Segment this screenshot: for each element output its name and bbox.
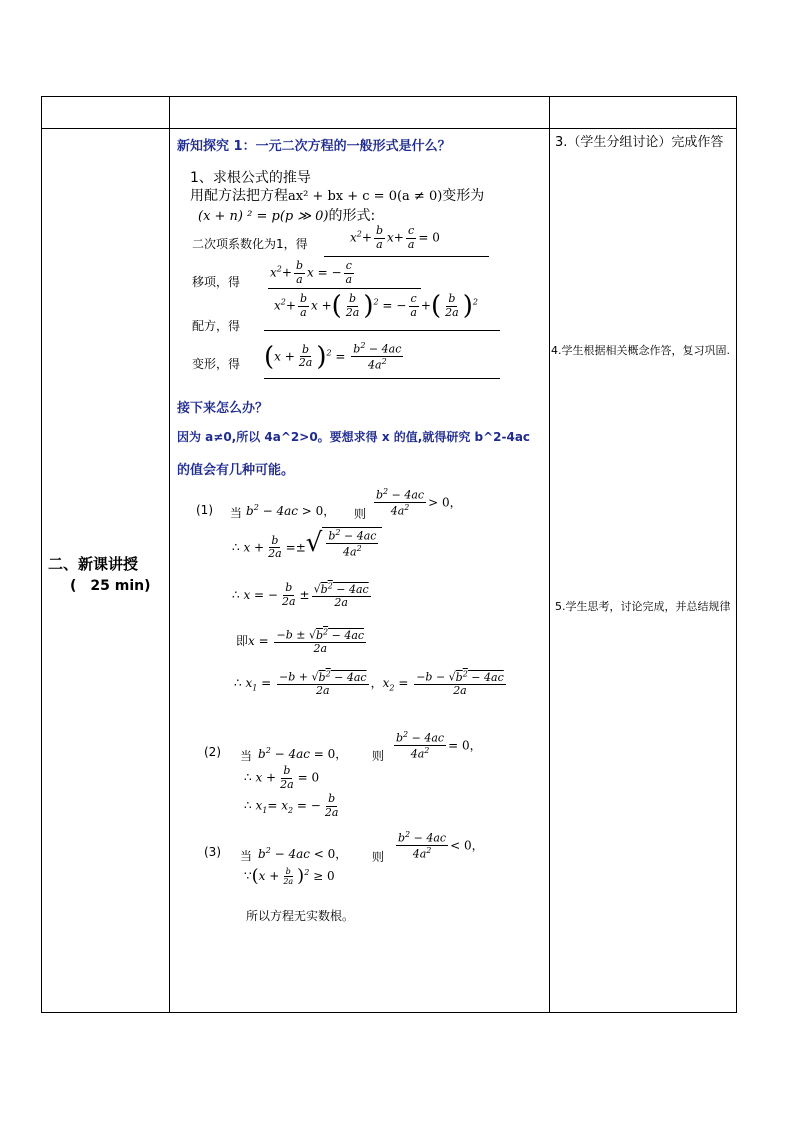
case1-roots: ∴ $x_1$ = $\frac{-b + √b^2 - 4ac}{2a}$ ，$x_2$ = $\frac{-b - √b^2 - 4ac}{2a}$ [234,669,504,698]
reason-line-1: 因为 a≠0,所以 4a^2>0。要想求得 x 的值,就得研究 b^2-4ac [177,430,531,444]
intro-line-1 [190,185,484,205]
case2-roots: ∴ $x_1= x_2$ = − $\frac{b}{2a}$ [244,792,339,819]
header-row-divider [42,128,736,129]
lesson-table [41,96,737,1013]
note-3: 3.（学生分组讨论）完成作答 [555,135,724,150]
case2-when: 当 [240,749,253,763]
intro-prefix: 用配方法把方程 [190,188,288,204]
case1-step-c: 即x = $\frac{-b \pm √b^2 - 4ac}{2a}$ [236,627,365,656]
case1-step-b: ∴ x = − $\frac{b}{2a}$ ± $\frac{√b^2 - 4ac}{2a}$ [232,581,369,610]
step1-underline [324,256,489,257]
case1-step-a: ∴ x + $\frac{b}{2a}$ =± √ $\frac{b^2 - 4ac}{4a^2}$ [232,527,382,561]
case3-then: 则 [372,850,385,864]
intro-suffix: 变形为 [442,188,485,204]
step2-underline [268,288,421,289]
step2-label: 移项，得 [192,275,241,289]
case1-condition: $b^2 - 4ac > 0$， [246,503,336,518]
case1-then: 则 [354,507,367,521]
case3-then-expr: $\frac{b^2 - 4ac}{4a^2}$ < 0， [398,830,484,861]
case3-conclusion: 所以方程无实数根。 [246,909,355,923]
case1-num: (1) [196,503,213,517]
intro-line-2 [198,205,375,225]
step1-label: 二次项系数化为1，得 [192,237,308,251]
step4-equation: (x + $\frac{b}{2a}$ )$^2$ = $\frac{b^2 - 4ac}{4a^2}$ [264,341,402,372]
step3-underline [264,330,500,331]
note-5: 5.学生思考，讨论完成，并总结规律 [555,600,731,613]
column-divider-1 [169,97,170,1012]
section-duration: ( 25 min) [70,578,151,594]
step4-underline [264,378,500,379]
case1-when: 当 [230,506,243,520]
note-4: 4.学生根据相关概念作答，复习巩固. [551,344,730,357]
step3-label: 配方，得 [192,319,241,333]
column-divider-2 [549,97,550,1012]
case2-condition: $b^2 - 4ac = 0$， [258,746,348,761]
case2-step-a: ∴ x + $\frac{b}{2a}$ = 0 [244,764,320,791]
intro-equation: ax² + bx + c = 0(a ≠ 0) [288,189,443,204]
section-title: 二、新课讲授 [48,555,139,573]
step1-equation: $x^2+$ $\frac{b}{a}$ x+ $\frac{c}{a}$ = 0 [350,224,440,251]
case3-condition: $b^2 - 4ac < 0$， [258,846,348,861]
reason-line-2: 的值会有几种可能。 [177,463,295,478]
case1-then-expr: $\frac{b^2 - 4ac}{4a^2}$ > 0， [376,487,462,518]
case1-ji: 即 [236,633,249,648]
question-text: 接下来怎么办？ [177,401,269,416]
sub-heading: 1、求根公式的推导 [190,170,311,186]
case3-when: 当 [240,849,253,863]
main-heading: 新知探究 1：一元二次方程的一般形式是什么？ [177,139,451,154]
step2-equation: $x^2+$ $\frac{b}{a}$ x = − $\frac{c}{a}$ [270,259,353,286]
step3-equation: $x^2+$ $\frac{b}{a}$ x +( $\frac{b}{2a}$ )$^2$ = − $\frac{c}{a}$ +( $\frac{b}{2a}$ )$^2$ [274,291,478,322]
case3-num: (3) [204,845,221,859]
case2-then-expr: $\frac{b^2 - 4ac}{4a^2}$ = 0， [396,730,482,761]
step4-label: 变形，得 [192,357,241,371]
case2-then: 则 [372,749,385,763]
case3-step: ∵(x + $\frac{b}{2a}$ )$^2$ ≥ 0 [244,865,335,887]
intro-line2-expr: (x + n) ² = p(p ≫ 0) [198,209,329,224]
intro-line2-suffix: 的形式: [328,208,376,224]
case2-num: (2) [204,745,221,759]
